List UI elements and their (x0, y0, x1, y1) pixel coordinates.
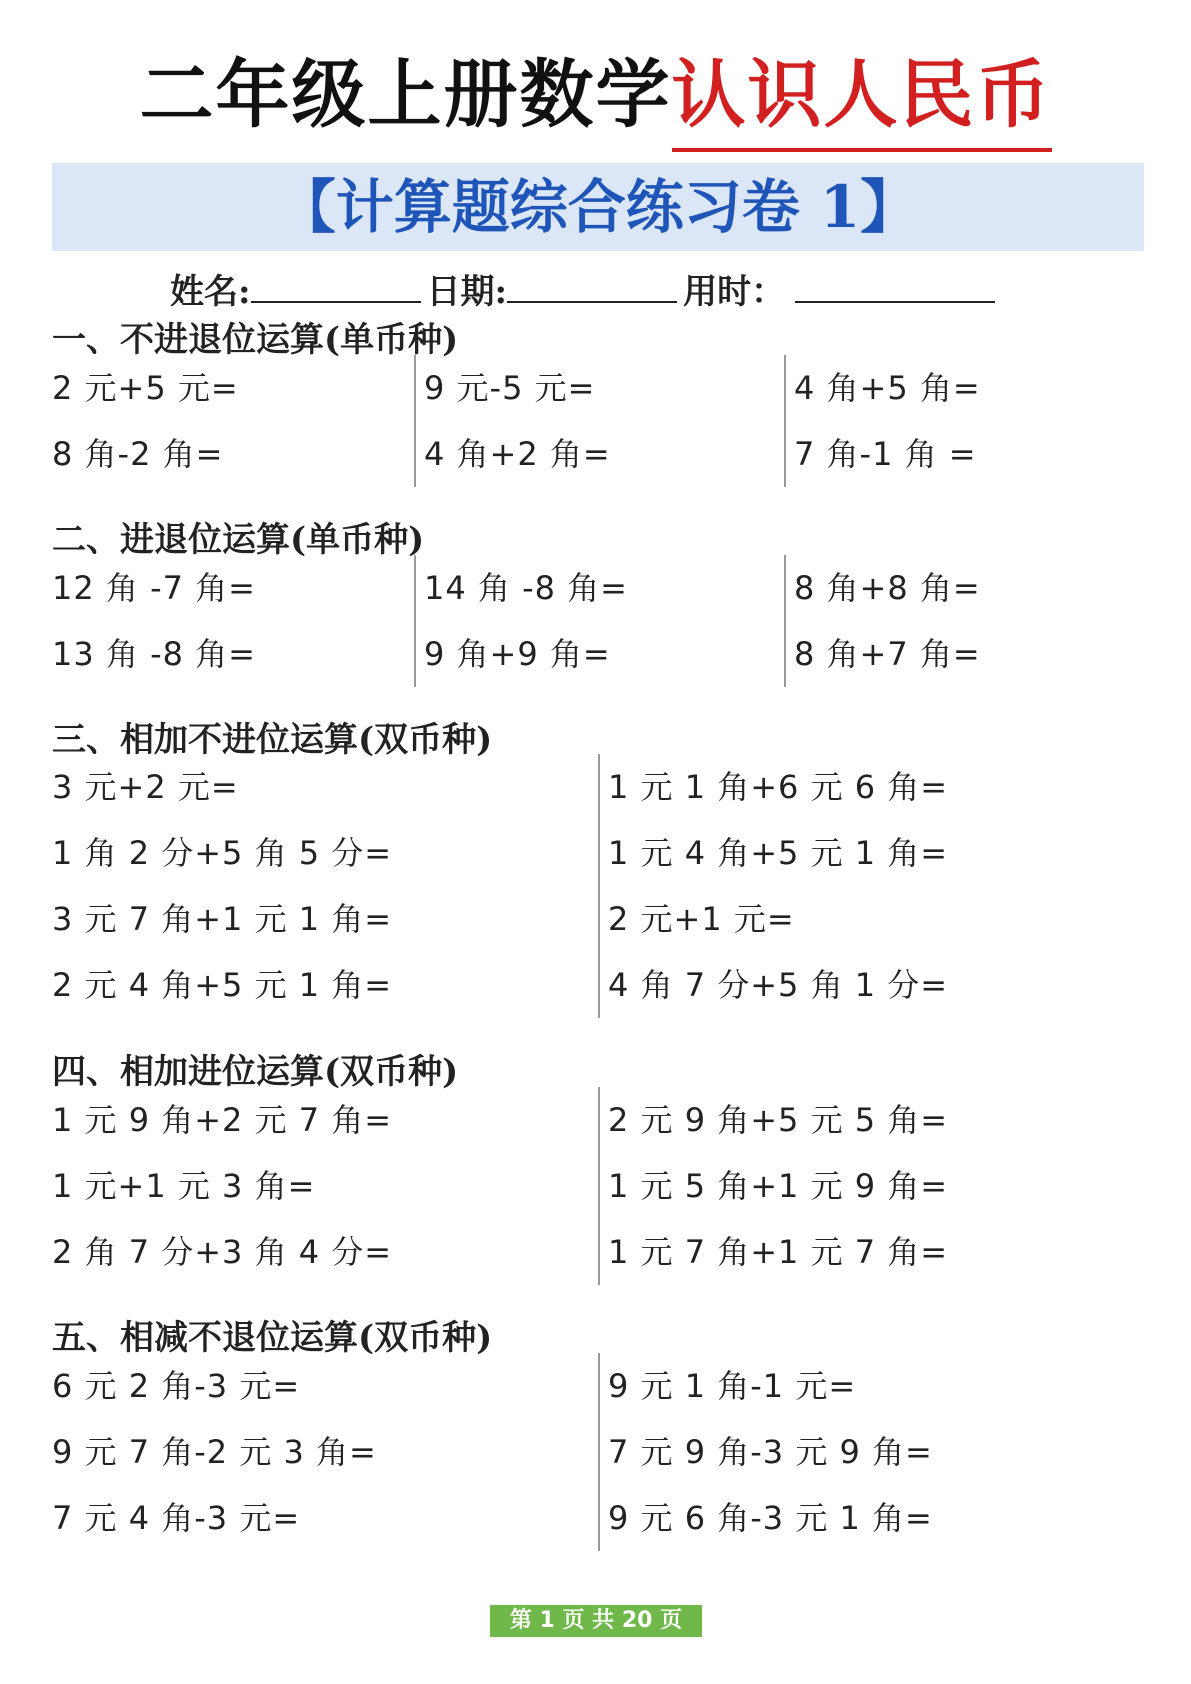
problem: 1 元 5 角+1 元 9 角= (608, 1167, 949, 1205)
problem: 13 角 -8 角= (52, 635, 256, 673)
section-5-column-1 (52, 1353, 377, 1551)
problem: 12 角 -7 角= (52, 569, 256, 607)
section-heading-5: 五、相减不退位运算(双币种) (52, 1318, 493, 1358)
problem: 14 角 -8 角= (424, 569, 628, 607)
title-part-1: 二年级上册数学 (139, 52, 672, 138)
problem: 4 角 7 分+5 角 1 分= (608, 966, 949, 1004)
section-3-column-1 (52, 754, 392, 1018)
problem: 3 元 7 角+1 元 1 角= (52, 900, 393, 938)
problem: 2 元 4 角+5 元 1 角= (52, 966, 393, 1004)
date-blank (507, 271, 677, 303)
section-1-column-2 (414, 355, 611, 487)
problem: 4 角+5 角= (794, 369, 981, 407)
problem: 8 角+8 角= (794, 569, 981, 607)
problem: 2 元 9 角+5 元 5 角= (608, 1101, 949, 1139)
section-heading-3: 三、相加不进位运算(双币种) (52, 720, 493, 760)
name-label: 姓名: (170, 272, 251, 312)
problem: 7 角-1 角 = (794, 435, 977, 473)
problem: 7 元 4 角-3 元= (52, 1499, 301, 1537)
section-heading-2: 二、进退位运算(单币种) (52, 520, 425, 560)
problem: 2 元+5 元= (52, 369, 239, 407)
date-label: 日期: (426, 272, 508, 312)
problem: 2 角 7 分+3 角 4 分= (52, 1233, 393, 1271)
section-3-column-2 (598, 754, 948, 1018)
problem: 1 元+1 元 3 角= (52, 1167, 316, 1205)
section-4-column-1 (52, 1087, 392, 1285)
time-label: 用时： (683, 272, 786, 312)
section-heading-1: 一、不进退位运算(单币种) (52, 320, 459, 360)
problem: 3 元+2 元= (52, 768, 239, 806)
page-title (0, 36, 1191, 152)
problem: 1 元 4 角+5 元 1 角= (608, 834, 949, 872)
problem: 2 元+1 元= (608, 900, 795, 938)
worksheet-banner: 【计算题综合练习卷 1】 (52, 163, 1144, 251)
problem: 4 角+2 角= (424, 435, 611, 473)
section-2-column-2 (414, 555, 628, 687)
problem: 9 角+9 角= (424, 635, 611, 673)
problem: 9 元 6 角-3 元 1 角= (608, 1499, 933, 1537)
section-heading-4: 四、相加进位运算(双币种) (52, 1052, 459, 1092)
problem: 1 元 1 角+6 元 6 角= (608, 768, 949, 806)
problem: 1 元 7 角+1 元 7 角= (608, 1233, 949, 1271)
problem: 9 元 7 角-2 元 3 角= (52, 1433, 377, 1471)
problem: 9 元-5 元= (424, 369, 596, 407)
section-2-column-1 (52, 555, 256, 687)
problem: 8 角-2 角= (52, 435, 224, 473)
section-4-column-2 (598, 1087, 948, 1285)
section-1-column-1 (52, 355, 239, 487)
name-blank (251, 271, 421, 303)
section-5-column-2 (598, 1353, 933, 1551)
problem: 8 角+7 角= (794, 635, 981, 673)
problem: 9 元 1 角-1 元= (608, 1367, 857, 1405)
problem: 1 元 9 角+2 元 7 角= (52, 1101, 393, 1139)
problem: 6 元 2 角-3 元= (52, 1367, 301, 1405)
student-info-row (170, 264, 1070, 313)
time-blank (795, 271, 995, 303)
title-part-2-highlight: 认识人民币 (672, 36, 1052, 152)
problem: 7 元 9 角-3 元 9 角= (608, 1433, 933, 1471)
page-number-badge: 第 1 页 共 20 页 (490, 1605, 702, 1637)
section-1-column-3 (784, 355, 981, 487)
problem: 1 角 2 分+5 角 5 分= (52, 834, 393, 872)
section-2-column-3 (784, 555, 981, 687)
